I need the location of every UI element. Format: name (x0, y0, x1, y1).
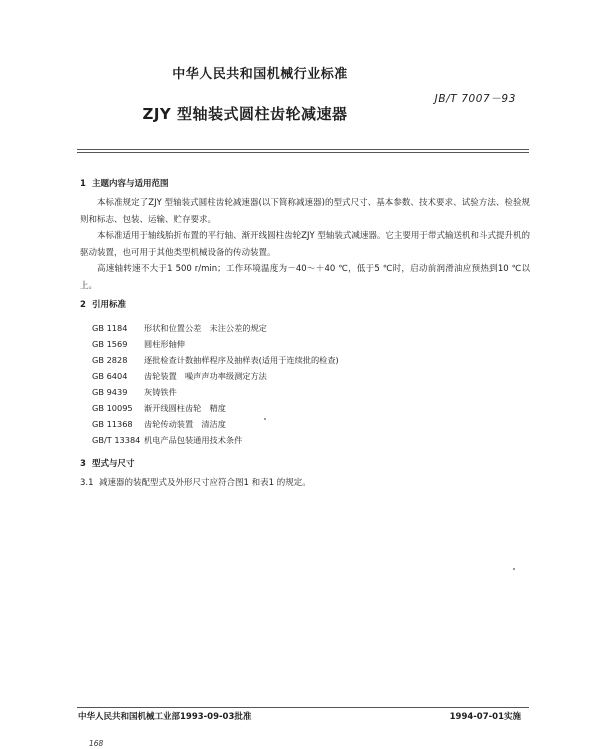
scan-speck (513, 568, 515, 570)
footer-rule (77, 707, 529, 708)
scan-speck (264, 418, 266, 420)
reference-title: 齿轮装置 噪声声功率级测定方法 (144, 371, 267, 381)
reference-title: 形状和位置公差 未注公差的规定 (144, 323, 267, 333)
approval-date: 中华人民共和国机械工业部1993-09-03批准 (78, 712, 252, 722)
reference-code: GB 9439 (92, 387, 128, 397)
section-1-title: 主题内容与适用范围 (92, 179, 169, 189)
clause-3-1-number: 3.1 (80, 478, 94, 488)
reference-title: 逐批检查计数抽样程序及抽样表(适用于连续批的检查) (144, 355, 339, 365)
reference-title: 灰铸铁件 (144, 387, 177, 397)
reference-item (92, 371, 267, 382)
reference-code: GB 10095 (92, 403, 133, 413)
reference-item (92, 355, 339, 366)
section-3-heading (80, 457, 135, 469)
section-1-paragraph-2: 本标准适用于轴线胎折布置的平行轴、渐开线圆柱齿轮ZJY 型轴装式减速器。它主要用于带式输送机和斗式提升机的驱动装置，也可用于其他类型机械设备的传动装置。 (80, 231, 530, 258)
section-3-number: 3 (80, 459, 86, 469)
standard-code: JB/T 7007－93 (434, 93, 516, 105)
header-rule-bottom (77, 152, 529, 153)
effective-date: 1994-07-01实施 (449, 712, 521, 722)
reference-code: GB 1569 (92, 339, 128, 349)
section-1-heading (80, 177, 169, 189)
section-3-title: 型式与尺寸 (92, 459, 135, 469)
reference-item (92, 387, 177, 398)
reference-code: GB 11368 (92, 419, 133, 429)
reference-code: GB 6404 (92, 371, 128, 381)
document-title: ZJY 型轴装式圆柱齿轮减速器 (142, 105, 348, 123)
section-2-title: 引用标准 (92, 300, 127, 310)
section-1-number: 1 (80, 179, 86, 189)
reference-item (92, 323, 267, 334)
section-2-heading (80, 298, 126, 310)
clause-3-1-text: 减速器的装配型式及外形尺寸应符合图1 和表1 的规定。 (99, 478, 311, 488)
reference-title: 渐开线圆柱齿轮 精度 (144, 403, 226, 413)
reference-title: 圆柱形轴伸 (144, 339, 185, 349)
section-1-paragraph-3: 高速轴转速不大于1 500 r/min；工作环境温度为－40～＋40 ℃，低于5 ℃时，启动前润滑油应预热到10 ℃以上。 (80, 264, 530, 291)
header-rule-top (77, 149, 529, 150)
reference-code: GB 1184 (92, 323, 128, 333)
reference-code: GB 2828 (92, 355, 128, 365)
reference-code: GB/T 13384 (92, 435, 141, 445)
reference-title: 机电产品包装通用技术条件 (144, 435, 243, 445)
reference-item (92, 419, 226, 430)
reference-title: 齿轮传动装置 清洁度 (144, 419, 226, 429)
section-1-paragraph-1: 本标准规定了ZJY 型轴装式圆柱齿轮减速器(以下简称减速器)的型式尺寸、基本参数、技术要求、试验方法、检验规则和标志、包装、运输、贮存要求。 (80, 198, 530, 225)
reference-item (92, 339, 185, 350)
section-2-number: 2 (80, 300, 86, 310)
reference-item (92, 403, 226, 414)
clause-3-1 (80, 476, 311, 488)
page-number: 168 (89, 739, 104, 748)
reference-item (92, 435, 242, 446)
standard-title: 中华人民共和国机械行业标准 (172, 67, 348, 82)
